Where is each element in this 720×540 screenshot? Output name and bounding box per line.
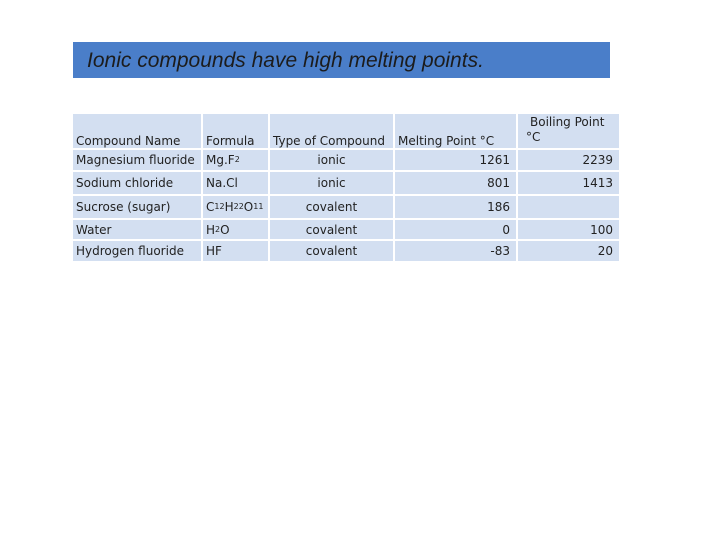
slide-title: Ionic compounds have high melting points. xyxy=(87,49,484,72)
cell-name: Magnesium fluoride xyxy=(73,150,201,170)
cell-formula: H 2 O xyxy=(203,220,268,239)
cell-name: Sucrose (sugar) xyxy=(73,196,201,218)
cell-type: ionic xyxy=(270,172,393,194)
header-boiling-point xyxy=(518,114,619,148)
header-boiling-line2: °C xyxy=(526,130,541,144)
cell-type: covalent xyxy=(270,241,393,261)
formula-symbol: C xyxy=(206,200,215,214)
cell-formula xyxy=(203,241,268,261)
cell-type: covalent xyxy=(270,220,393,239)
cell-melting: 801 xyxy=(395,172,516,194)
cell-melting: 0 xyxy=(395,220,516,239)
cell-name: Sodium chloride xyxy=(73,172,201,194)
header-formula: Formula xyxy=(203,114,268,148)
header-compound-name: Compound Name xyxy=(73,114,201,148)
cell-melting: 1261 xyxy=(395,150,516,170)
cell-type: covalent xyxy=(270,196,393,218)
cell-boiling: 1413 xyxy=(518,172,619,194)
slide-title-banner xyxy=(73,42,610,78)
cell-melting: 186 xyxy=(395,196,516,218)
cell-type: ionic xyxy=(270,150,393,170)
formula-symbol: O xyxy=(243,200,254,214)
cell-boiling: 100 xyxy=(518,220,619,239)
cell-boiling: 2239 xyxy=(518,150,619,170)
formula-symbol: HF xyxy=(206,244,222,258)
header-melting-point: Melting Point °C xyxy=(395,114,516,148)
compounds-table xyxy=(73,114,619,262)
cell-name: Hydrogen fluoride xyxy=(73,241,201,261)
formula-symbol: Mg.F xyxy=(206,153,235,167)
cell-formula xyxy=(203,172,268,194)
formula-symbol: Na.Cl xyxy=(206,176,238,190)
cell-name: Water xyxy=(73,220,201,239)
header-type: Type of Compound xyxy=(270,114,393,148)
formula-symbol: H xyxy=(224,200,234,214)
cell-formula: C 12 H 22 O 11 xyxy=(203,196,268,218)
cell-melting: -83 xyxy=(395,241,516,261)
header-boiling-line1: Boiling Point xyxy=(530,115,605,129)
cell-boiling: 20 xyxy=(518,241,619,261)
cell-boiling xyxy=(518,196,619,218)
formula-symbol: H xyxy=(206,222,216,237)
cell-formula: Mg.F 2 xyxy=(203,150,268,170)
formula-symbol: O xyxy=(220,222,230,237)
